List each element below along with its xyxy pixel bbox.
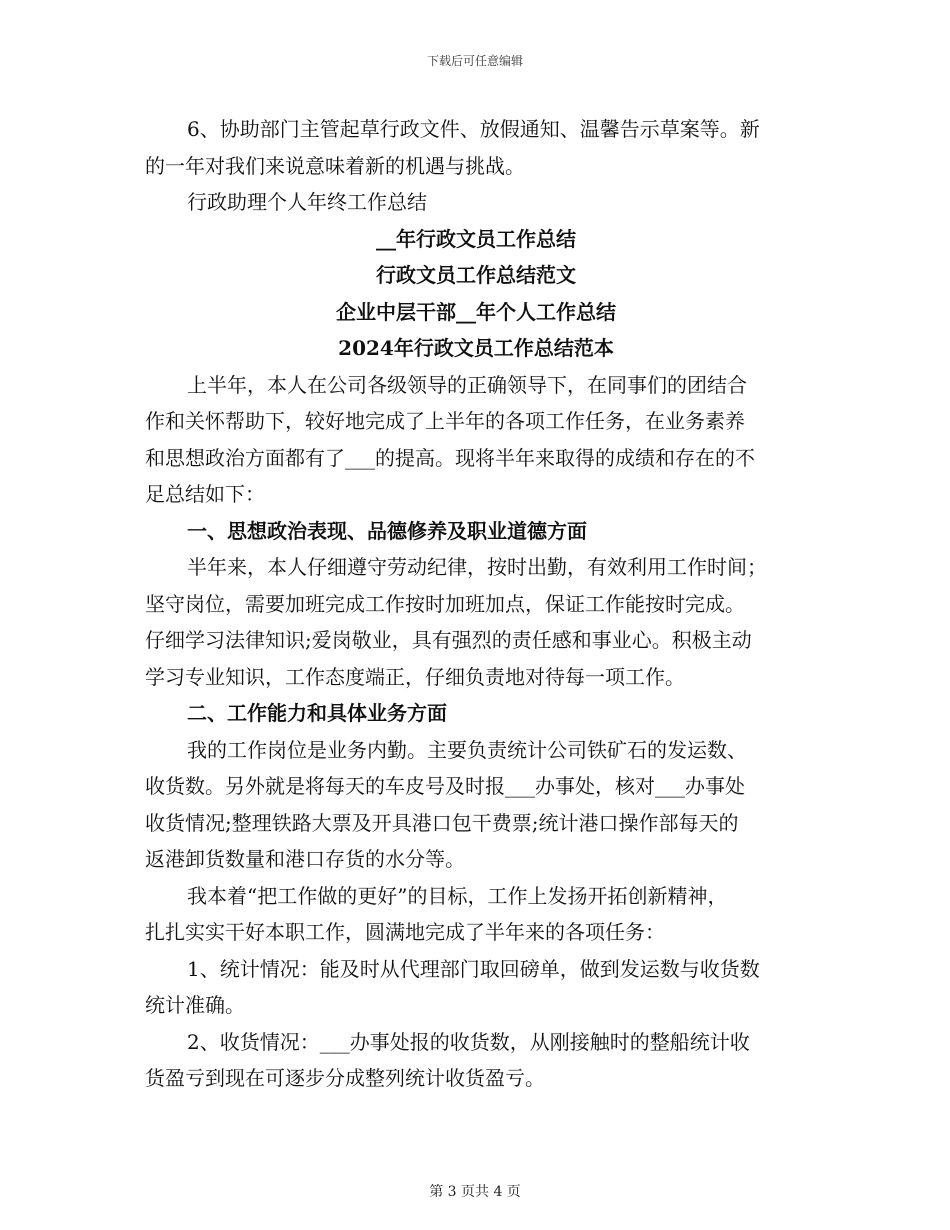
heading-title: 2024年行政文员工作总结范本 <box>338 336 614 360</box>
paragraph-line: 扎扎实实干好本职工作，圆满地完成了半年来的各项任务： <box>145 920 665 944</box>
heading-title: 企业中层干部__年个人工作总结 <box>336 299 616 324</box>
paragraph-line: 2、收货情况：___办事处报的收货数，从刚接触时的整船统计收 <box>187 1029 750 1054</box>
heading-title: 行政文员工作总结范文 <box>376 263 576 287</box>
paragraph-line: 作和关怀帮助下，较好地完成了上半年的各项工作任务，在业务素养 <box>145 409 745 433</box>
paragraph-line: 上半年，本人在公司各级领导的正确领导下，在同事们的团结合 <box>187 372 747 397</box>
paragraph-line: 学习专业知识，工作态度端正，仔细负责地对待每一项工作。 <box>145 664 685 689</box>
heading-title: __年行政文员工作总结 <box>376 226 576 251</box>
paragraph-line: 收货数。另外就是将每天的车皮号及时报___办事处，核对___办事处 <box>145 774 745 798</box>
paragraph-line: 的一年对我们来说意味着新的机遇与挑战。 <box>145 153 525 178</box>
paragraph-line: 和思想政治方面都有了___的提高。现将半年来取得的成绩和存在的不 <box>145 445 755 470</box>
document-body <box>145 111 807 1097</box>
page-footer: 第 3 页共 4 页 <box>429 1184 521 1200</box>
paragraph-line: 我的工作岗位是业务内勤。主要负责统计公司铁矿石的发运数、 <box>187 737 747 762</box>
paragraph-line: 6、协助部门主管起草行政文件、放假通知、温馨告示草案等。新 <box>187 117 760 141</box>
paragraph-line: 足总结如下： <box>145 482 265 506</box>
section-heading: 一、思想政治表现、品德修养及职业道德方面 <box>187 518 587 543</box>
paragraph-line: 半年来，本人仔细遵守劳动纪律，按时出勤，有效利用工作时间； <box>187 555 767 579</box>
page-header: 下载后可任意编辑 <box>426 54 523 68</box>
section-heading: 二、工作能力和具体业务方面 <box>187 701 447 725</box>
paragraph-line: 货盈亏到现在可逐步分成整列统计收货盈亏。 <box>145 1066 545 1090</box>
paragraph-line: 行政助理个人年终工作总结 <box>187 190 427 214</box>
paragraph-line: 坚守岗位，需要加班完成工作按时加班加点，保证工作能按时完成。 <box>145 591 745 616</box>
paragraph-line: 返港卸货数量和港口存货的水分等。 <box>145 847 465 871</box>
paragraph-line: 1、统计情况：能及时从代理部门取回磅单，做到发运数与收货数 <box>187 956 760 981</box>
paragraph-line: 我本着“把工作做的更好”的目标，工作上发扬开拓创新精神， <box>187 883 728 908</box>
paragraph-line: 收货情况;整理铁路大票及开具港口包干费票;统计港口操作部每天的 <box>145 810 739 835</box>
paragraph-line: 仔细学习法律知识;爱岗敬业，具有强烈的责任感和事业心。积极主动 <box>145 628 752 652</box>
paragraph-line: 统计准确。 <box>145 993 245 1017</box>
